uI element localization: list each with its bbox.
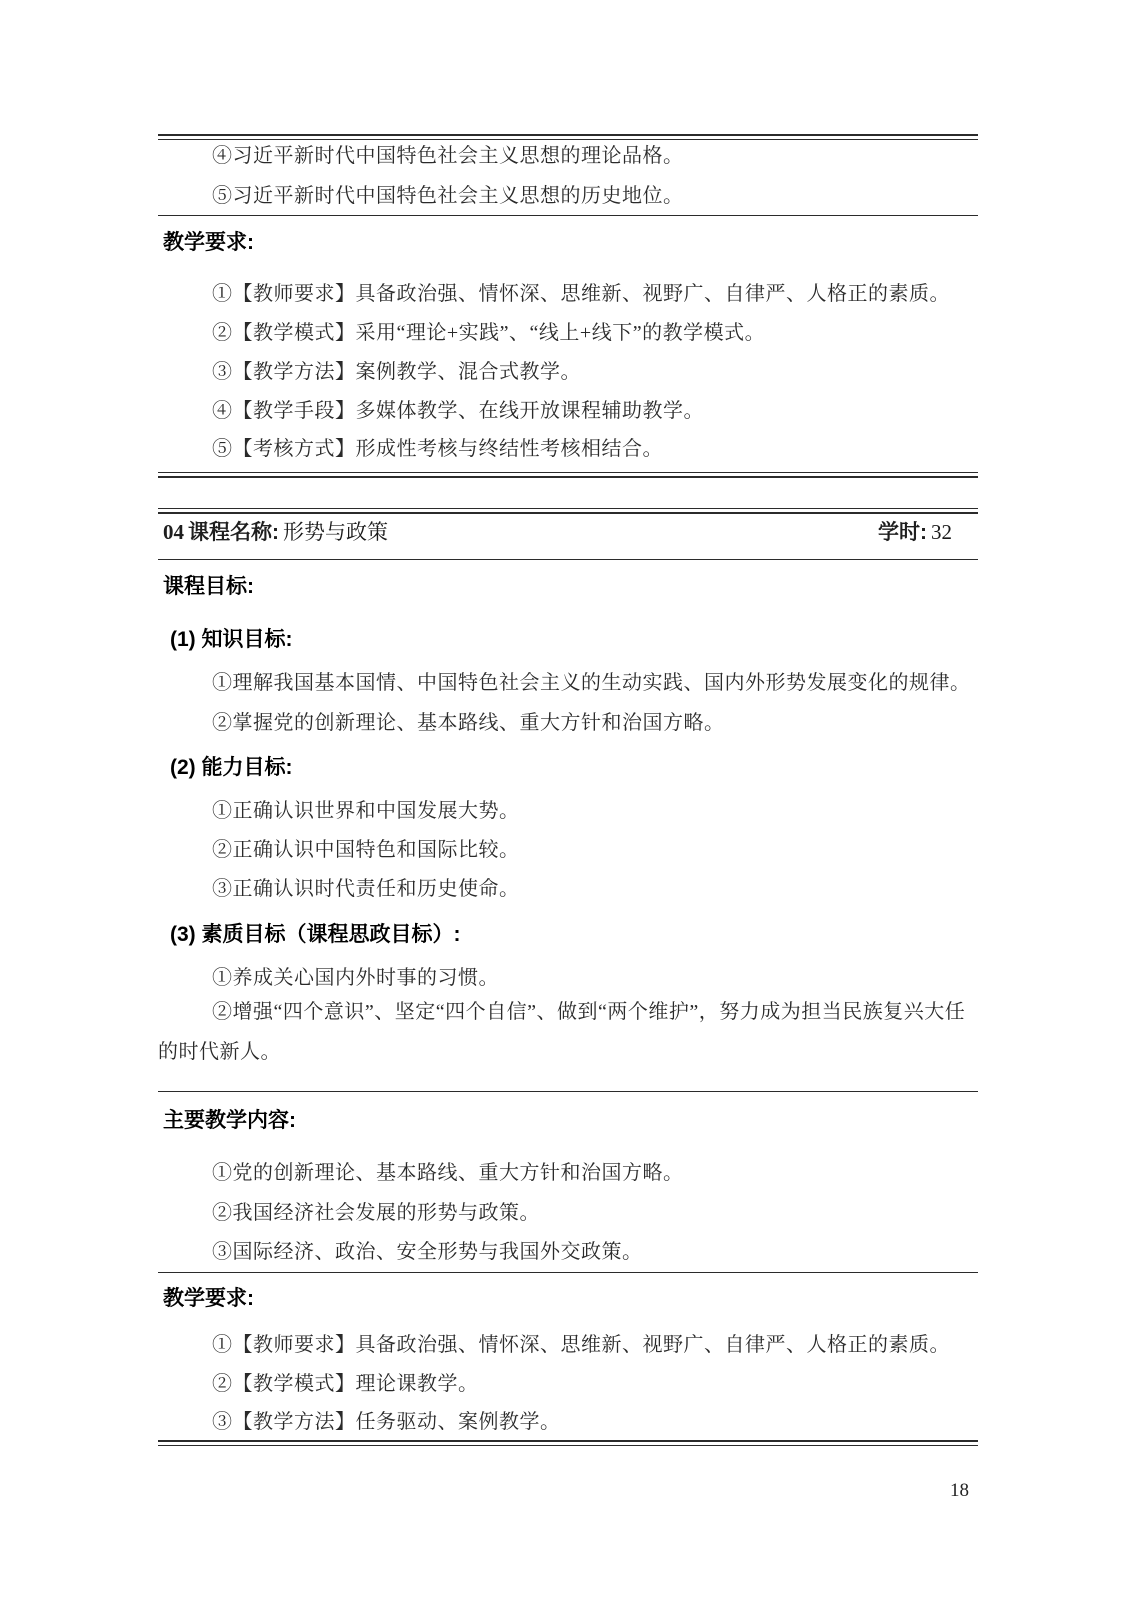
course-name bbox=[158, 516, 388, 546]
objective-group-title: (1) 知识目标: bbox=[170, 628, 293, 651]
objective-group-title: (3) 素质目标（课程思政目标）: bbox=[170, 923, 461, 946]
list-item: ②【教学模式】理论课教学。 bbox=[212, 1373, 479, 1395]
course-hours-value: 32 bbox=[931, 520, 952, 544]
list-item: ②我国经济社会发展的形势与政策。 bbox=[212, 1202, 540, 1224]
course-hours bbox=[878, 516, 978, 546]
section-heading-main-content: 主要教学内容: bbox=[163, 1109, 296, 1132]
list-item: ⑤【考核方式】形成性考核与终结性考核相结合。 bbox=[212, 438, 663, 460]
objective-group-title: (2) 能力目标: bbox=[170, 756, 293, 779]
list-item: ③【教学方法】任务驱动、案例教学。 bbox=[212, 1411, 561, 1433]
list-item: ①正确认识世界和中国发展大势。 bbox=[212, 800, 520, 822]
list-item: ④习近平新时代中国特色社会主义思想的理论品格。 bbox=[212, 145, 684, 167]
section-bottom-double-rule bbox=[158, 472, 978, 478]
section-divider bbox=[158, 1091, 978, 1092]
course-bottom-double-rule bbox=[158, 1440, 978, 1446]
list-item: ③国际经济、政治、安全形势与我国外交政策。 bbox=[212, 1241, 643, 1263]
list-item: ①【教师要求】具备政治强、情怀深、思维新、视野广、自律严、人格正的素质。 bbox=[212, 1334, 950, 1356]
course-name-label: 课程名称: bbox=[188, 521, 279, 544]
list-item: ④【教学手段】多媒体教学、在线开放课程辅助教学。 bbox=[212, 400, 704, 422]
list-item: ⑤习近平新时代中国特色社会主义思想的历史地位。 bbox=[212, 185, 684, 207]
course-header-row bbox=[158, 516, 978, 546]
course-header-bottom-rule bbox=[158, 559, 978, 560]
course-hours-label: 学时: bbox=[878, 521, 927, 544]
section-divider bbox=[158, 1272, 978, 1273]
list-item: ②掌握党的创新理论、基本路线、重大方针和治国方略。 bbox=[212, 712, 725, 734]
section-divider bbox=[158, 215, 978, 216]
course-name-value: 形势与政策 bbox=[283, 521, 388, 544]
course-header-top-rule bbox=[158, 508, 978, 514]
course-number: 04 bbox=[163, 520, 184, 544]
section-heading-teaching-requirements: 教学要求: bbox=[163, 1287, 254, 1310]
section-heading-course-objectives: 课程目标: bbox=[163, 575, 254, 598]
list-item: ②【教学模式】采用“理论+实践”、“线上+线下”的教学模式。 bbox=[212, 322, 766, 344]
section-top-double-rule bbox=[158, 134, 978, 140]
list-item: ②正确认识中国特色和国际比较。 bbox=[212, 839, 520, 861]
list-item: ②增强“四个意识”、坚定“四个自信”、做到“两个维护”，努力成为担当民族复兴大任的时代新人。 bbox=[158, 1001, 966, 1063]
list-item: ①【教师要求】具备政治强、情怀深、思维新、视野广、自律严、人格正的素质。 bbox=[212, 283, 950, 305]
list-item: ③正确认识时代责任和历史使命。 bbox=[212, 878, 520, 900]
list-item: ③【教学方法】案例教学、混合式教学。 bbox=[212, 361, 581, 383]
section-heading-teaching-requirements: 教学要求: bbox=[163, 231, 254, 254]
list-item: ①理解我国基本国情、中国特色社会主义的生动实践、国内外形势发展变化的规律。 bbox=[212, 672, 971, 694]
list-item: ①养成关心国内外时事的习惯。 bbox=[212, 967, 499, 989]
list-item: ①党的创新理论、基本路线、重大方针和治国方略。 bbox=[212, 1162, 684, 1184]
page-number: 18 bbox=[950, 1480, 969, 1501]
